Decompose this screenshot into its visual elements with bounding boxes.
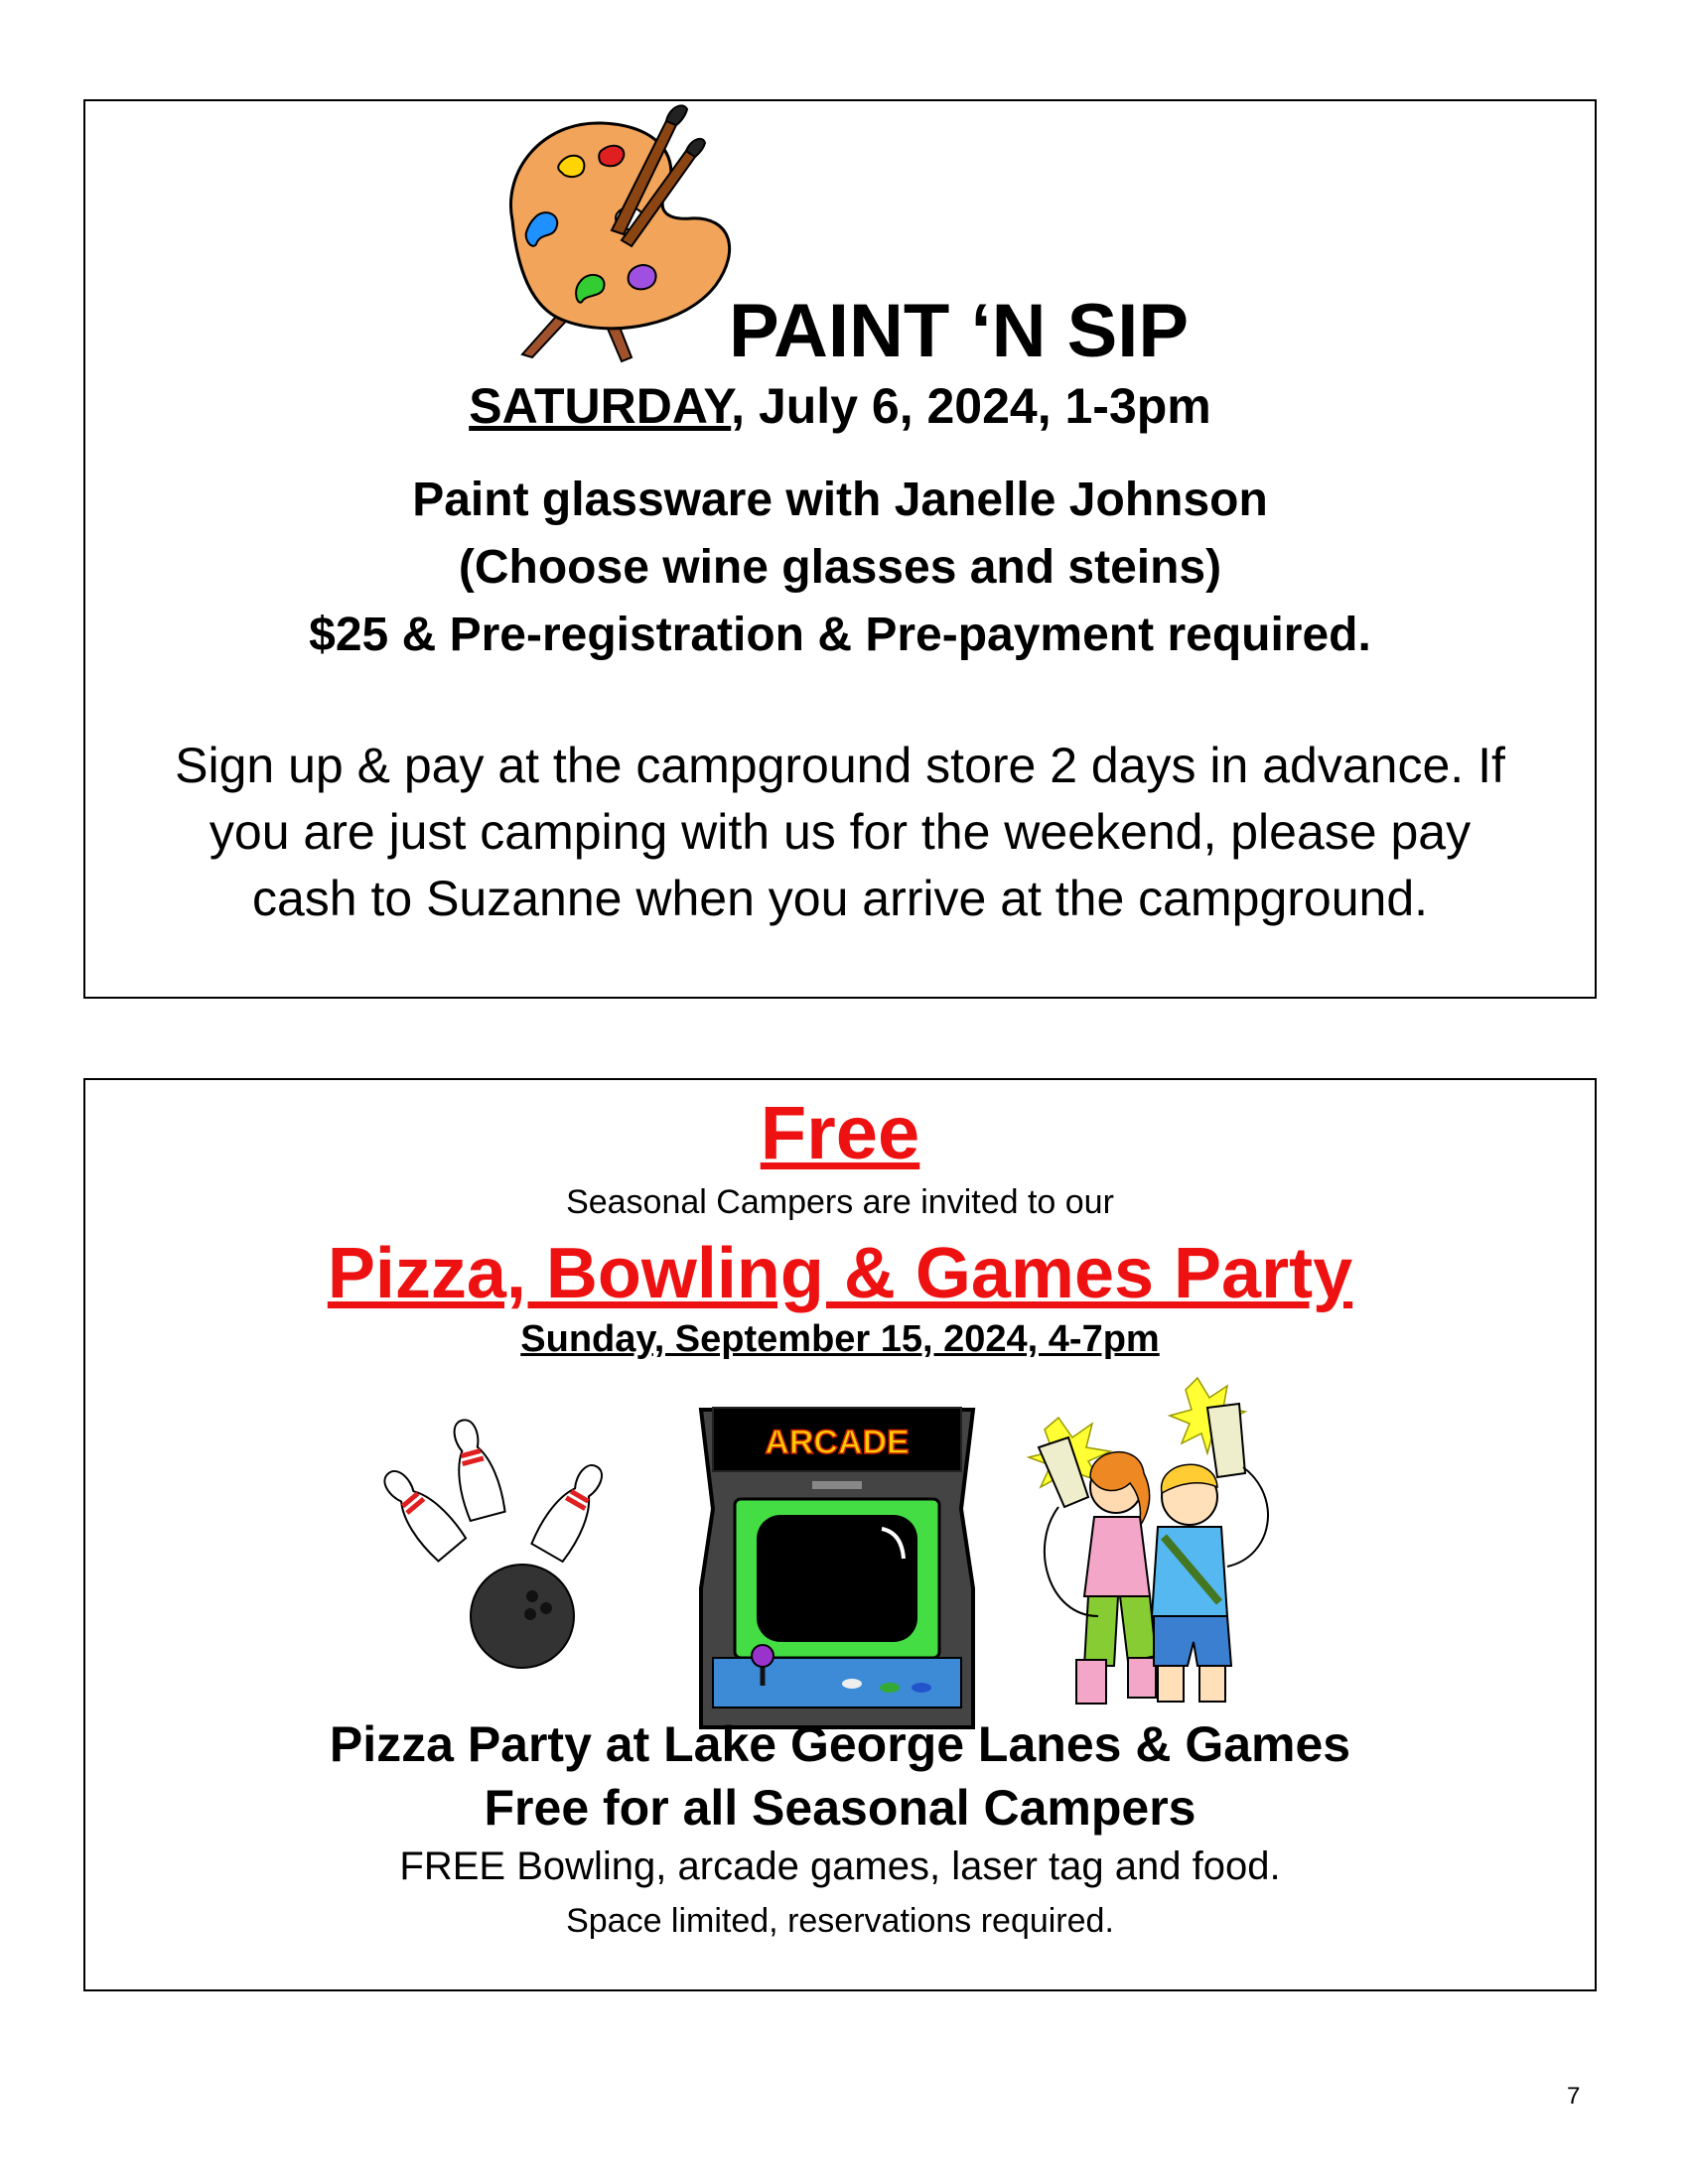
page-number: 7: [1567, 2083, 1581, 2110]
party-event-date: Sunday, September 15, 2024, 4-7pm: [520, 1318, 1160, 1360]
party-event-box: [83, 1078, 1597, 1991]
paint-event-info1: Sign up & pay at the campground store 2 days in advance. If: [175, 738, 1505, 793]
party-line4: Space limited, reservations required.: [566, 1902, 1114, 1940]
paint-event-line1: Paint glassware with Janelle Johnson: [412, 474, 1268, 526]
paint-event-info2: you are just camping with us for the weekend, please pay: [209, 804, 1472, 860]
party-line3: FREE Bowling, arcade games, laser tag and food.: [399, 1844, 1281, 1888]
laser-tag-kids-icon: [999, 1378, 1297, 1725]
paint-event-box: [83, 99, 1597, 999]
party-free-heading: Free: [760, 1091, 920, 1175]
party-event-title: Pizza, Bowling & Games Party: [327, 1234, 1353, 1313]
paint-event-line2: (Choose wine glasses and steins): [458, 541, 1222, 594]
paint-event-day: SATURDAY: [469, 378, 732, 434]
party-line1: Pizza Party at Lake George Lanes & Games: [329, 1716, 1351, 1772]
paint-event-date-rest: , July 6, 2024, 1-3pm: [731, 378, 1211, 434]
paint-event-info3: cash to Suzanne when you arrive at the campground.: [251, 871, 1429, 926]
party-invite-text: Seasonal Campers are invited to our: [566, 1183, 1114, 1221]
arcade-sign-text: ARCADE: [765, 1424, 910, 1461]
party-line2: Free for all Seasonal Campers: [484, 1780, 1196, 1836]
bowling-icon: [373, 1418, 612, 1686]
arcade-cabinet-icon: [693, 1390, 981, 1737]
paint-event-date: [85, 377, 1595, 435]
paint-event-title: PAINT ‘N SIP: [729, 289, 1190, 373]
paint-event-line3: $25 & Pre-registration & Pre-payment required.: [309, 609, 1371, 661]
